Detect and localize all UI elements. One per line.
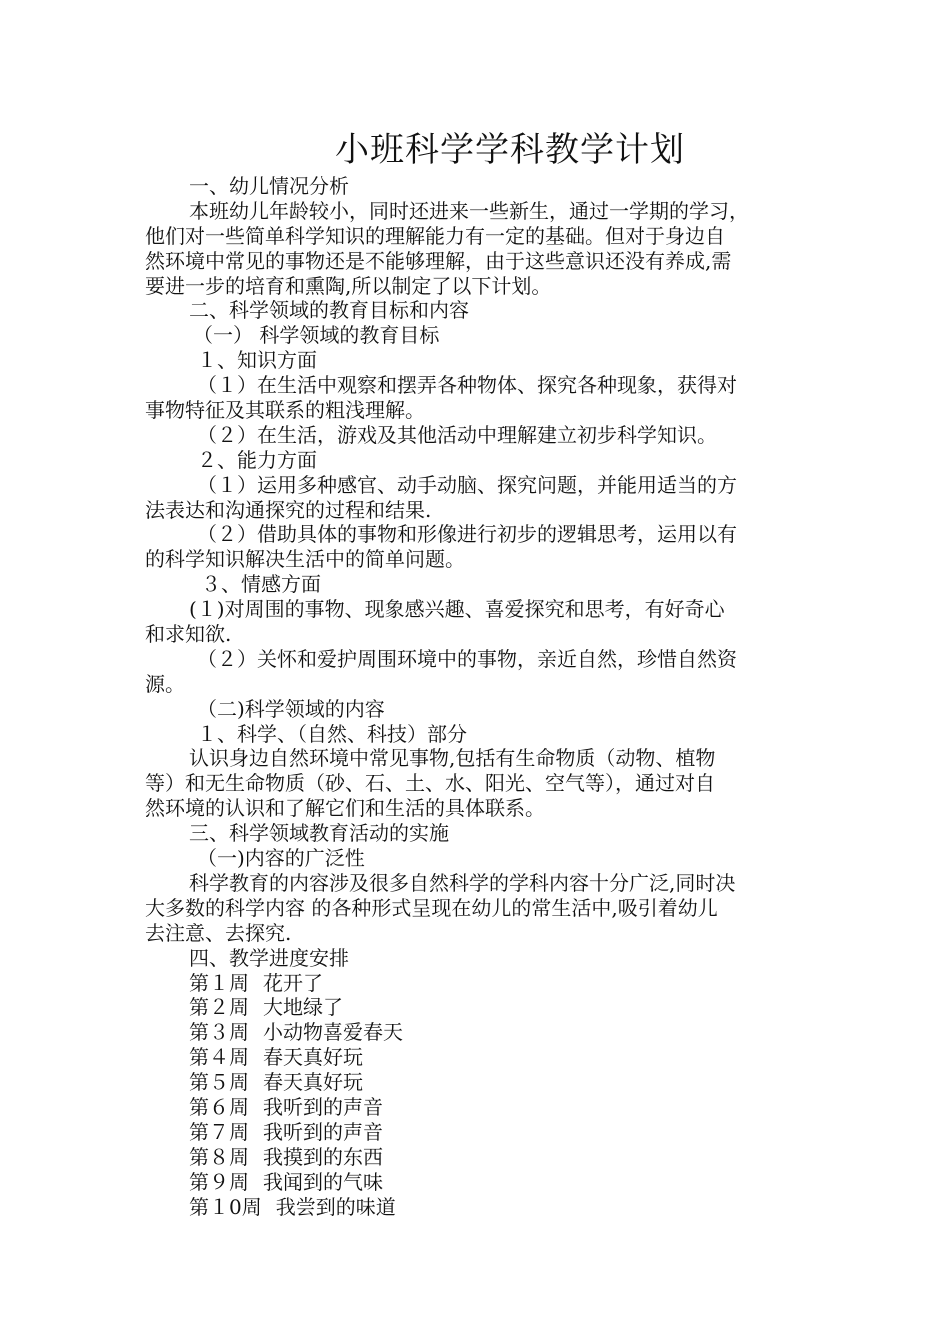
paragraph-line: （二)科学领域的内容 bbox=[197, 696, 385, 721]
paragraph-line: （２）关怀和爱护周围环境中的事物，亲近自然，珍惜自然资 bbox=[197, 646, 737, 671]
week-topic: 我听到的声音 bbox=[263, 1119, 383, 1144]
schedule-row bbox=[145, 971, 810, 996]
week-topic: 我听到的声音 bbox=[263, 1094, 383, 1119]
schedule-row bbox=[145, 1020, 810, 1045]
week-label: 第２周 bbox=[189, 995, 249, 1020]
week-label: 第３周 bbox=[189, 1020, 249, 1045]
paragraph-line: 二、科学领域的教育目标和内容 bbox=[189, 298, 469, 323]
paragraph-line: 三、科学领域教育活动的实施 bbox=[189, 821, 449, 846]
paragraph-line: （２）借助具体的事物和形像进行初步的逻辑思考，运用以有 bbox=[197, 522, 737, 547]
document-body bbox=[145, 174, 810, 1219]
week-label: 第６周 bbox=[189, 1094, 249, 1119]
schedule-row bbox=[145, 1195, 810, 1220]
paragraph-line: 他们对一些简单科学知识的理解能力有一定的基础。但对于身边自 bbox=[145, 223, 725, 248]
paragraph-line: 大多数的科学内容 的各种形式呈现在幼儿的常生活中,吸引着幼儿 bbox=[145, 895, 718, 920]
schedule-row bbox=[145, 1145, 810, 1170]
paragraph-line: 和求知欲. bbox=[145, 622, 232, 647]
paragraph-line: （１）在生活中观察和摆弄各种物体、探究各种现象，获得对 bbox=[197, 373, 737, 398]
week-label: 第８周 bbox=[189, 1144, 249, 1169]
paragraph-line: ２、能力方面 bbox=[197, 447, 317, 472]
schedule-row bbox=[145, 1070, 810, 1095]
document-title: 小班科学学科教学计划 bbox=[335, 130, 685, 170]
paragraph-line: 源。 bbox=[145, 671, 185, 696]
paragraph-line: 一、幼儿情况分析 bbox=[189, 174, 349, 198]
week-label: 第７周 bbox=[189, 1119, 249, 1144]
week-topic: 春天真好玩 bbox=[263, 1070, 363, 1095]
paragraph-line: 法表达和沟通探究的过程和结果. bbox=[145, 497, 432, 522]
paragraph-line: 去注意、去探究. bbox=[145, 920, 292, 945]
paragraph-line: （一)内容的广泛性 bbox=[197, 846, 365, 871]
paragraph-line: 的科学知识解决生活中的简单问题。 bbox=[145, 547, 465, 572]
week-topic: 花开了 bbox=[263, 970, 323, 995]
paragraph-line: (１)对周围的事物、现象感兴趣、喜爱探究和思考，有好奇心 bbox=[189, 597, 725, 622]
paragraph-line: 然环境中常见的事物还是不能够理解，由于这些意识还没有养成,需 bbox=[145, 248, 732, 273]
schedule-row bbox=[145, 1045, 810, 1070]
paragraph-line: 本班幼儿年龄较小，同时还进来一些新生，通过一学期的学习， bbox=[189, 198, 749, 223]
paragraph-line: （１）运用多种感官、动手动脑、探究问题，并能用适当的方 bbox=[197, 472, 737, 497]
paragraph-line: （２）在生活，游戏及其他活动中理解建立初步科学知识。 bbox=[197, 422, 717, 447]
week-topic: 春天真好玩 bbox=[263, 1045, 363, 1070]
paragraph-line: 等）和无生命物质（砂、石、土、水、阳光、空气等），通过对自 bbox=[145, 771, 715, 796]
paragraph-line: 科学教育的内容涉及很多自然科学的学科内容十分广泛,同时决 bbox=[189, 870, 736, 895]
week-topic: 大地绿了 bbox=[263, 995, 343, 1020]
schedule-row bbox=[145, 1120, 810, 1145]
paragraph-line: 要进一步的培育和熏陶,所以制定了以下计划。 bbox=[145, 273, 552, 298]
schedule-row bbox=[145, 1170, 810, 1195]
paragraph-line: １、科学、（自然、科技）部分 bbox=[197, 721, 467, 746]
week-label: 第５周 bbox=[189, 1070, 249, 1095]
paragraph-line: 四、教学进度安排 bbox=[189, 945, 349, 970]
schedule-row bbox=[145, 1095, 810, 1120]
paragraph-line: 认识身边自然环境中常见事物,包括有生命物质（动物、植物 bbox=[189, 746, 716, 771]
week-label: 第１周 bbox=[189, 970, 249, 995]
paragraph-line: １、知识方面 bbox=[197, 348, 317, 373]
week-topic: 我闻到的气味 bbox=[263, 1169, 383, 1194]
paragraph-line: （一） 科学领域的教育目标 bbox=[193, 323, 440, 348]
week-label: 第４周 bbox=[189, 1045, 249, 1070]
paragraph-line: 事物特征及其联系的粗浅理解。 bbox=[145, 398, 425, 423]
week-topic: 我尝到的味道 bbox=[275, 1194, 396, 1219]
schedule-row bbox=[145, 995, 810, 1020]
paragraph-line: 然环境的认识和了解它们和生活的具体联系。 bbox=[145, 796, 545, 821]
week-topic: 小动物喜爱春天 bbox=[263, 1020, 403, 1045]
week-topic: 我摸到的东西 bbox=[263, 1144, 383, 1169]
week-label: 第１0周 bbox=[189, 1194, 262, 1219]
week-label: 第９周 bbox=[189, 1169, 249, 1194]
paragraph-line: ３、情感方面 bbox=[201, 572, 321, 597]
